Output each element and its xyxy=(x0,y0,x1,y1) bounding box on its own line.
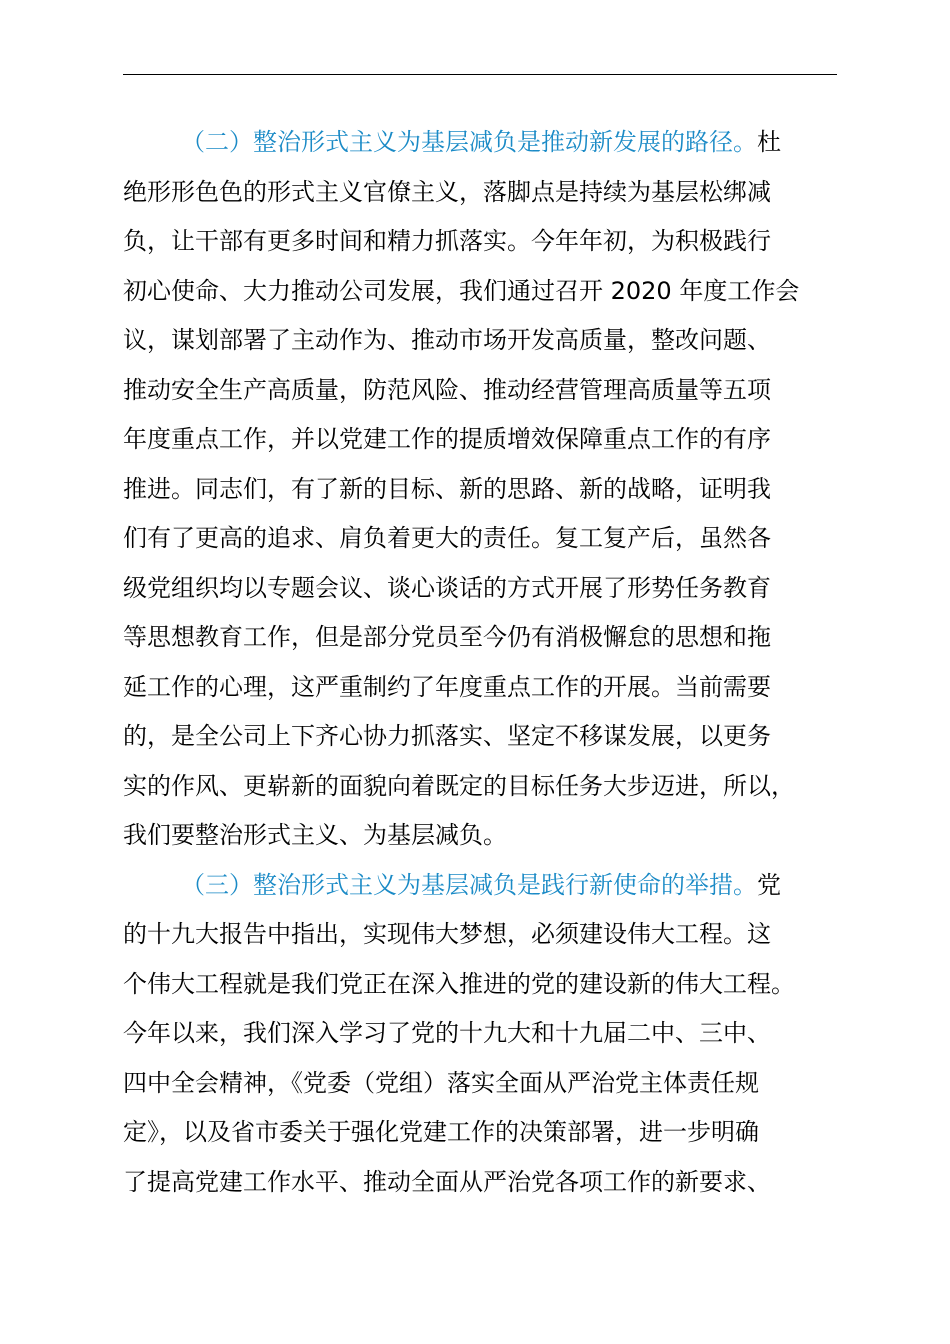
paragraph-3-line-5: 四中全会精神，《党委（党组）落实全面从严治党主体责任规 xyxy=(123,1068,759,1097)
paragraph-2-line-2: 绝形形色色的形式主义官僚主义，落脚点是持续为基层松绑减 xyxy=(123,177,771,206)
paragraph-3-line-1 xyxy=(123,861,883,911)
paragraph-3-line-2: 的十九大报告中指出，实现伟大梦想，必须建设伟大工程。这 xyxy=(123,920,771,948)
paragraph-2-line-10: 级党组织均以专题会议、谈心谈话的方式开展了形势任务教育 xyxy=(123,573,771,602)
paragraph-2-line-12: 延工作的心理，这严重制约了年度重点工作的开展。当前需要 xyxy=(123,672,771,701)
body-text xyxy=(123,118,883,1207)
paragraph-2-line-8: 推进。同志们，有了新的目标、新的思路、新的战略，证明我 xyxy=(123,474,771,503)
paragraph-2-heading: （二）整治形式主义为基层减负是推动新发展的路径。 xyxy=(181,128,757,156)
paragraph-2 xyxy=(123,118,883,861)
paragraph-2-line-6: 推动安全生产高质量，防范风险、推动经营管理高质量等五项 xyxy=(123,375,771,404)
paragraph-3-line-4: 今年以来，我们深入学习了党的十九大和十九届二中、三中、 xyxy=(123,1019,771,1047)
paragraph-2-line-13: 的，是全公司上下齐心协力抓落实、坚定不移谋发展，以更务 xyxy=(123,722,771,750)
paragraph-2-line-5: 议，谋划部署了主动作为、推动市场开发高质量，整改问题、 xyxy=(123,326,771,354)
paragraph-3-line-7: 了提高党建工作水平、推动全面从严治党各项工作的新要求、 xyxy=(123,1167,771,1196)
header-rule xyxy=(123,74,837,75)
paragraph-3 xyxy=(123,861,883,1208)
paragraph-3-heading: （三）整治形式主义为基层减负是践行新使命的举措。 xyxy=(181,870,757,899)
paragraph-2-line-15: 我们要整治形式主义、为基层减负。 xyxy=(123,821,507,849)
paragraph-2-line-4: 初心使命、大力推动公司发展，我们通过召开 2020 年度工作会 xyxy=(123,276,800,305)
paragraph-3-line-1-text: 党 xyxy=(757,870,781,899)
paragraph-2-line-11: 等思想教育工作，但是部分党员至今仍有消极懈怠的思想和拖 xyxy=(123,623,771,651)
paragraph-2-line-9: 们有了更高的追求、肩负着更大的责任。复工复产后，虽然各 xyxy=(123,524,771,552)
paragraph-2-line-1-text: 杜 xyxy=(757,128,781,156)
paragraph-3-line-3: 个伟大工程就是我们党正在深入推进的党的建设新的伟大工程。 xyxy=(123,969,795,998)
paragraph-2-line-14: 实的作风、更崭新的面貌向着既定的目标任务大步迈进，所以， xyxy=(123,771,795,800)
paragraph-2-line-3: 负，让干部有更多时间和精力抓落实。今年年初，为积极践行 xyxy=(123,227,771,255)
paragraph-3-line-6: 定》，以及省市委关于强化党建工作的决策部署，进一步明确 xyxy=(123,1118,759,1146)
paragraph-2-line-7: 年度重点工作，并以党建工作的提质增效保障重点工作的有序 xyxy=(123,425,771,453)
paragraph-2-line-1 xyxy=(123,118,883,168)
